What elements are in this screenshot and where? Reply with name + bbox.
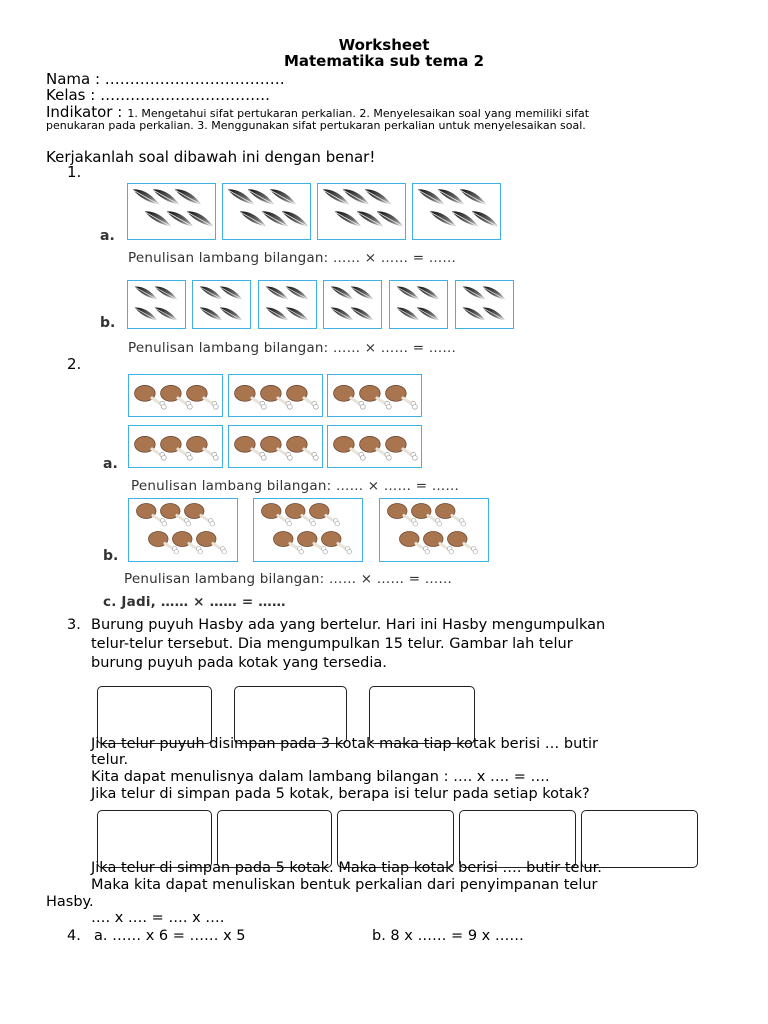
q3-line1: Burung puyuh Hasby ada yang bertelur. Hari ini Hasby mengumpulkan xyxy=(91,617,606,633)
q1b-formula[interactable]: Penulisan lambang bilangan: …… × …… = …… xyxy=(128,340,457,356)
feather-icon xyxy=(285,305,309,323)
feather-icon xyxy=(482,305,506,323)
feather-icon xyxy=(376,209,404,229)
feather-icon xyxy=(174,187,202,207)
q3-line10: Hasby. xyxy=(46,894,94,910)
q2a-label: a. xyxy=(103,456,118,472)
drumstick-icon xyxy=(285,434,323,461)
q2b-box-1 xyxy=(128,498,238,562)
q2b-formula[interactable]: Penulisan lambang bilangan: …… × …… = …… xyxy=(124,571,453,587)
q3-line7: Jika telur di simpan pada 5 kotak, berapa isi telur pada setiap kotak? xyxy=(91,786,590,802)
q2a-box-1 xyxy=(128,374,223,417)
q1a-box-4 xyxy=(412,183,501,240)
q2b-box-2 xyxy=(253,498,363,562)
indikator-line2: penukaran pada perkalian. 3. Menggunakan sifat pertukaran perkalian untuk menyelesaikan soal. xyxy=(46,119,586,132)
feather-icon xyxy=(459,187,487,207)
q2a-box-2 xyxy=(228,374,323,417)
feather-icon xyxy=(350,305,374,323)
feather-icon xyxy=(285,284,309,302)
q2a-box-3 xyxy=(327,374,422,417)
q2a-formula[interactable]: Penulisan lambang bilangan: …… × …… = …… xyxy=(131,478,460,494)
feather-icon xyxy=(269,187,297,207)
q2a-box-5 xyxy=(228,425,323,468)
q3-line11[interactable]: …. x …. = …. x …. xyxy=(91,910,225,926)
drumstick-icon xyxy=(384,434,422,461)
drumstick-icon xyxy=(384,383,422,410)
q3-line6[interactable]: Kita dapat menulisnya dalam lambang bilangan : …. x …. = …. xyxy=(91,769,550,785)
feather-icon xyxy=(219,305,243,323)
q4-number: 4. xyxy=(67,928,81,944)
feather-icon xyxy=(219,284,243,302)
indikator-line1: 1. Mengetahui sifat pertukaran perkalian. 2. Menyelesaikan soal yang memiliki sifat xyxy=(127,107,590,120)
drumstick-icon xyxy=(185,383,223,410)
feather-icon xyxy=(416,305,440,323)
feather-icon xyxy=(471,209,499,229)
q3-line4: Jika telur puyuh disimpan pada 3 kotak maka tiap kotak berisi … butir xyxy=(91,736,598,752)
drumstick-icon xyxy=(185,434,223,461)
q2b-label: b. xyxy=(103,548,119,564)
q1a-box-2 xyxy=(222,183,311,240)
feather-icon xyxy=(154,305,178,323)
q1b-label: b. xyxy=(100,315,116,331)
drumstick-icon xyxy=(446,529,482,555)
q1b-box-3 xyxy=(258,280,317,329)
q2a-box-6 xyxy=(327,425,422,468)
q1b-box-5 xyxy=(389,280,448,329)
q1-number: 1. xyxy=(67,163,82,181)
drumstick-icon xyxy=(320,529,356,555)
q1a-label: a. xyxy=(100,228,115,244)
feather-icon xyxy=(154,284,178,302)
drumstick-icon xyxy=(434,501,470,527)
worksheet-subtitle: Matematika sub tema 2 xyxy=(283,52,485,70)
worksheet-title: Worksheet xyxy=(338,36,430,54)
feather-icon xyxy=(281,209,309,229)
drumstick-icon xyxy=(308,501,344,527)
feather-icon xyxy=(186,209,214,229)
q3-line8: Jika telur di simpan pada 5 kotak. Maka tiap kotak berisi …. butir telur. xyxy=(91,860,602,876)
q1b-box-1 xyxy=(127,280,186,329)
drumstick-icon xyxy=(195,529,231,555)
instruction: Kerjakanlah soal dibawah ini dengan benar! xyxy=(46,148,376,166)
q2b-box-3 xyxy=(379,498,489,562)
q1a-box-3 xyxy=(317,183,406,240)
q2-number: 2. xyxy=(67,355,82,373)
q3-line3: burung puyuh pada kotak yang tersedia. xyxy=(91,655,387,671)
q1b-box-6 xyxy=(455,280,514,329)
q1b-box-2 xyxy=(192,280,251,329)
q1a-formula[interactable]: Penulisan lambang bilangan: …… × …… = …… xyxy=(128,250,457,266)
feather-icon xyxy=(482,284,506,302)
q2a-box-4 xyxy=(128,425,223,468)
indikator-label: Indikator : xyxy=(46,103,123,121)
feather-icon xyxy=(364,187,392,207)
q2c-conclusion[interactable]: c. Jadi, …… × …… = …… xyxy=(103,594,286,610)
kelas-field[interactable]: Kelas : ……………………………. xyxy=(46,86,270,104)
drumstick-icon xyxy=(183,501,219,527)
drumstick-icon xyxy=(285,383,323,410)
nama-field[interactable]: Nama : ……………………………… xyxy=(46,70,285,88)
q4b-equation[interactable]: b. 8 x …… = 9 x …… xyxy=(372,928,524,944)
q3-number: 3. xyxy=(67,617,81,633)
q4a-equation[interactable]: a. …… x 6 = …… x 5 xyxy=(94,928,246,944)
q3-line5: telur. xyxy=(91,752,129,768)
q1a-box-1 xyxy=(127,183,216,240)
feather-icon xyxy=(416,284,440,302)
q3-line9: Maka kita dapat menuliskan bentuk perkalian dari penyimpanan telur xyxy=(91,877,598,893)
feather-icon xyxy=(350,284,374,302)
q1b-box-4 xyxy=(323,280,382,329)
q3-line2: telur-telur tersebut. Dia mengumpulkan 15 telur. Gambar lah telur xyxy=(91,636,573,652)
